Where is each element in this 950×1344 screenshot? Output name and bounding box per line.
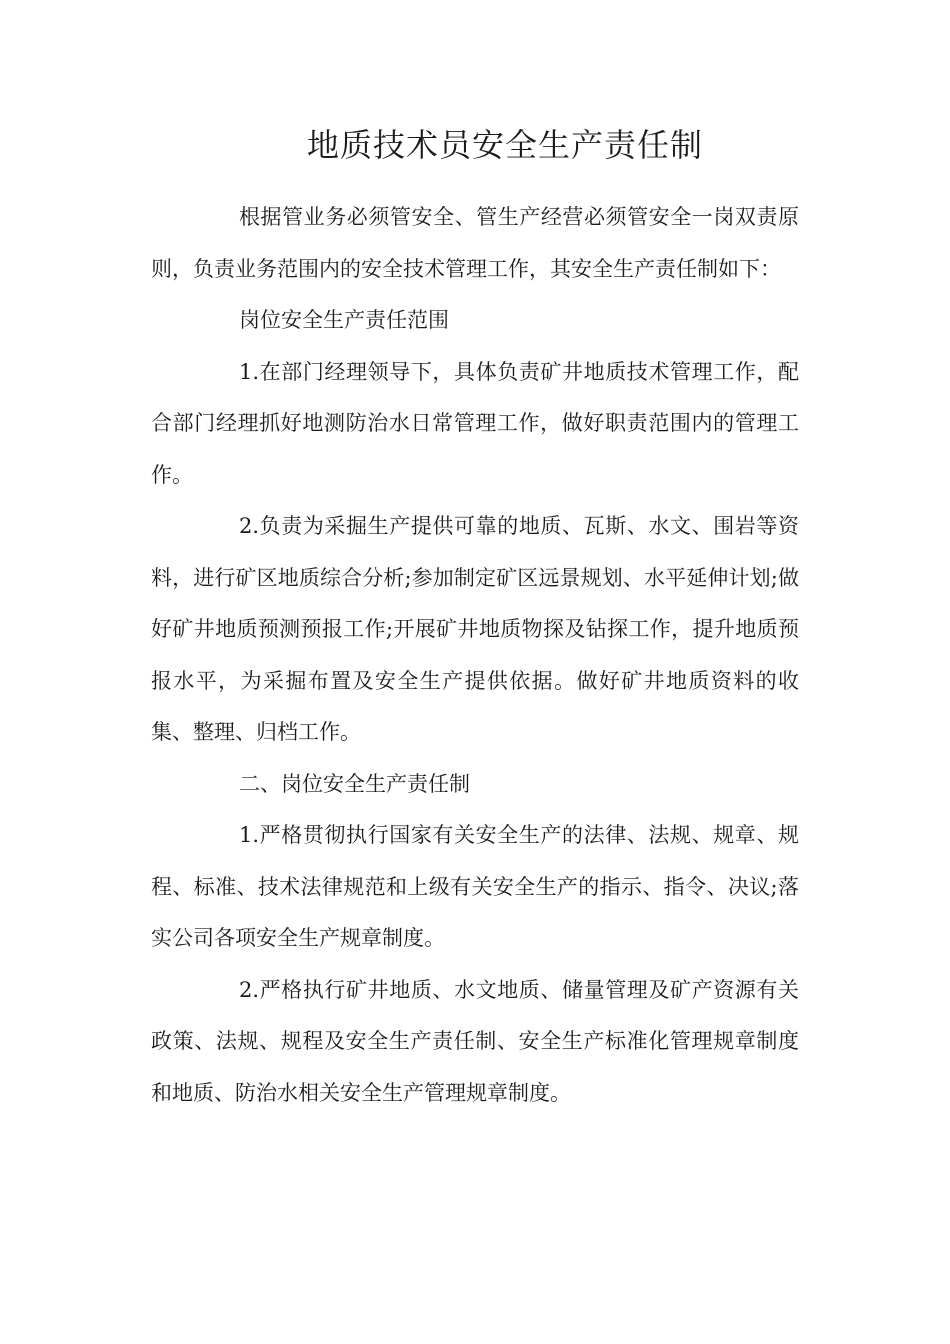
paragraph-responsibility-item-1: 1.严格贯彻执行国家有关安全生产的法律、法规、规章、规程、标准、技术法律规范和上级有关安全生产的指示、指令、决议;落实公司各项安全生产规章制度。	[151, 823, 799, 950]
paragraph-intro: 根据管业务必须管安全、管生产经营必须管安全一岗双责原则，负责业务范围内的安全技术管理工作，其安全生产责任制如下：	[151, 205, 799, 281]
paragraph-scope-item-1: 1.在部门经理领导下，具体负责矿井地质技术管理工作，配合部门经理抓好地测防治水日常管理工作，做好职责范围内的管理工作。	[151, 359, 799, 487]
document-title: 地质技术员安全生产责任制	[306, 126, 703, 164]
paragraph-scope-item-2: 2.负责为采掘生产提供可靠的地质、瓦斯、水文、围岩等资料，进行矿区地质综合分析;参加制定矿区远景规划、水平延伸计划;做好矿井地质预测预报工作;开展矿井地质物探及钻探工作，提升地质预报水平，为采掘布置及安全生产提供依据。做好矿井地质资料的收集、整理、归档工作。	[151, 514, 799, 744]
document-body	[151, 192, 799, 1119]
section-heading-responsibility: 二、岗位安全生产责任制	[239, 771, 470, 796]
paragraph-responsibility-item-2: 2.严格执行矿井地质、水文地质、储量管理及矿产资源有关政策、法规、规程及安全生产责任制、安全生产标准化管理规章制度和地质、防治水相关安全生产管理规章制度。	[151, 977, 799, 1105]
section-heading-scope: 岗位安全生产责任范围	[239, 308, 449, 332]
